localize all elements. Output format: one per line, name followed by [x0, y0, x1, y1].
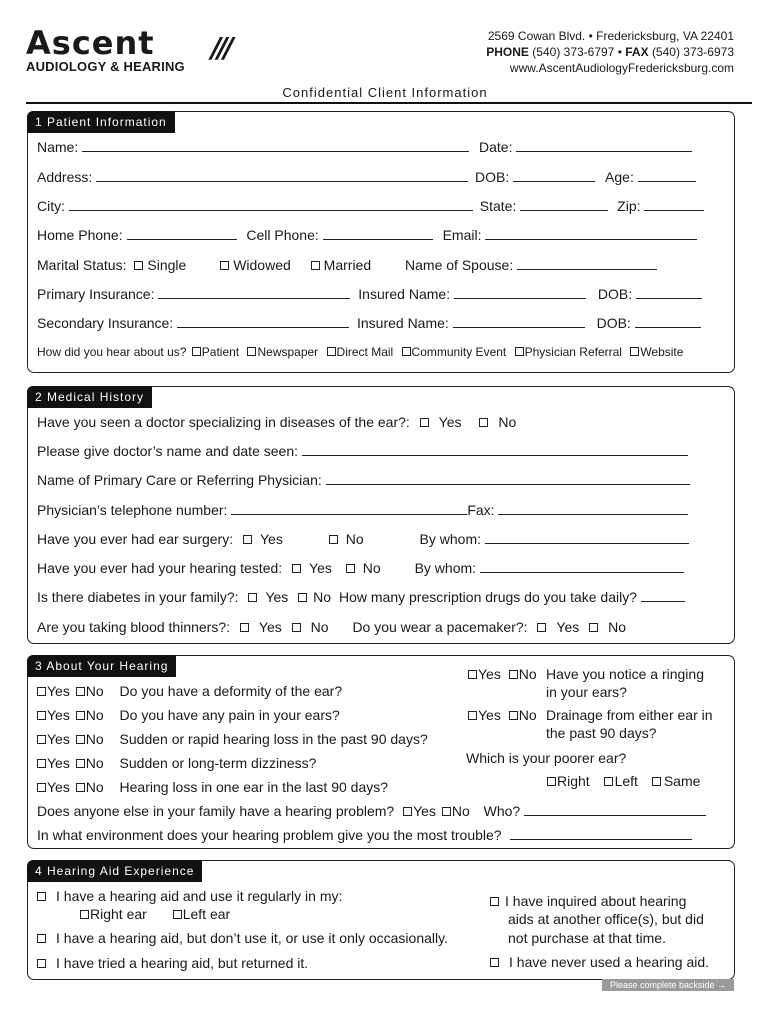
poorer-same-label: Same	[663, 773, 701, 789]
pain-yes-checkbox[interactable]	[37, 711, 46, 720]
blood-thinner-question: Are you taking blood thinners?:	[37, 619, 231, 635]
section-1-tab: 1 Patient Information	[27, 111, 175, 133]
section-medical-history	[27, 386, 735, 644]
drainage-no-label: No	[518, 707, 537, 723]
contact-website: www.AscentAudiologyFredericksburg.com	[509, 61, 734, 75]
single-label: Single	[147, 257, 187, 273]
physician-phone-label: Physician’s telephone number:	[37, 502, 228, 518]
referral-physician-label: Physician Referral	[524, 345, 622, 359]
secondary-insurance-row	[37, 315, 701, 331]
married-label: Married	[323, 257, 372, 273]
widowed-checkbox[interactable]	[220, 261, 229, 270]
pacemaker-no-label: No	[608, 619, 627, 635]
secondary-insured-dob-field[interactable]	[635, 315, 701, 328]
referral-label: How did you hear about us?	[37, 345, 187, 359]
address-field[interactable]	[96, 169, 468, 182]
insured-name-field[interactable]	[454, 286, 586, 299]
deformity-yes-label: Yes	[47, 683, 70, 699]
aid-regular-row	[37, 888, 342, 904]
contact-address: 2569 Cowan Blvd. • Fredericksburg, VA 22401	[487, 29, 734, 43]
contact-block	[486, 28, 734, 76]
surgery-by-whom-field[interactable]	[485, 531, 689, 544]
insured-dob-field[interactable]	[636, 286, 702, 299]
aid-left-ear-checkbox[interactable]	[173, 910, 182, 919]
environment-field[interactable]	[510, 827, 692, 840]
marital-label: Marital Status:	[37, 257, 127, 273]
family-yes-checkbox[interactable]	[403, 807, 412, 816]
referral-website-label: Website	[640, 345, 684, 359]
family-who-label: Who?	[483, 803, 521, 819]
blood-thinner-yes-label: Yes	[258, 619, 282, 635]
ringing-no-label: No	[518, 666, 537, 682]
ringing-question-1: Have you notice a ringing	[546, 666, 704, 682]
primary-insurance-field[interactable]	[158, 286, 350, 299]
referral-patient-label: Patient	[201, 345, 240, 359]
diabetes-question: Is there diabetes in your family?:	[37, 589, 239, 605]
brand-name: Ascent	[26, 24, 155, 62]
aid-returned-label: I have tried a hearing aid, but returned it.	[56, 955, 309, 971]
physician-phone-row	[37, 502, 688, 518]
phone-value: (540) 373-6797 •	[532, 45, 622, 59]
diabetes-yes-label: Yes	[265, 589, 289, 605]
sudden-loss-no-label: No	[85, 731, 104, 747]
aid-right-ear-label: Right ear	[90, 906, 147, 922]
phone-label: PHONE	[486, 45, 529, 59]
pacemaker-no-checkbox[interactable]	[589, 623, 598, 632]
pain-no-checkbox[interactable]	[76, 711, 85, 720]
section-hearing-aid-experience	[27, 860, 735, 980]
widowed-label: Widowed	[233, 257, 291, 273]
secondary-insured-name-field[interactable]	[453, 315, 585, 328]
deformity-no-label: No	[85, 683, 104, 699]
insured-name-label: Insured Name:	[358, 286, 451, 302]
spouse-label: Name of Spouse:	[405, 257, 514, 273]
dizziness-yes-label: Yes	[47, 755, 70, 771]
specialist-question: Have you seen a doctor specializing in diseases of the ear?:	[37, 414, 410, 430]
poorer-right-label: Right	[557, 773, 590, 789]
referral-patient-checkbox[interactable]	[192, 347, 201, 356]
section-patient-information	[27, 111, 735, 373]
section-4-tab: 4 Hearing Aid Experience	[27, 860, 202, 882]
family-no-label: No	[451, 803, 470, 819]
aid-regular-label: I have a hearing aid and use it regularly in my:	[56, 888, 343, 904]
diabetes-no-label: No	[313, 589, 332, 605]
referral-direct-mail-checkbox[interactable]	[327, 347, 336, 356]
dizziness-row	[37, 755, 316, 771]
age-field[interactable]	[638, 169, 696, 182]
ringing-row	[468, 666, 537, 682]
secondary-insured-name-label: Insured Name:	[356, 315, 449, 331]
ear-surgery-row	[37, 531, 689, 547]
family-yes-label: Yes	[413, 803, 436, 819]
specialist-no-checkbox[interactable]	[479, 418, 488, 427]
diabetes-no-checkbox[interactable]	[298, 593, 307, 602]
referral-website-checkbox[interactable]	[630, 347, 639, 356]
city-label: City:	[37, 198, 65, 214]
ear-surgery-question: Have you ever had ear surgery:	[37, 531, 234, 547]
secondary-insurance-field[interactable]	[177, 315, 349, 328]
aid-inquired-label-2: aids at another office(s), but did	[508, 911, 704, 927]
email-field[interactable]	[485, 227, 697, 240]
section-3-tab: 3 About Your Hearing	[27, 655, 176, 677]
phone-row	[37, 227, 697, 243]
poorer-left-checkbox[interactable]	[604, 777, 613, 786]
doctor-name-label: Please give doctor’s name and date seen:	[37, 443, 298, 459]
sudden-loss-yes-label: Yes	[47, 731, 70, 747]
dizziness-no-checkbox[interactable]	[76, 759, 85, 768]
sudden-loss-question: Sudden or rapid hearing loss in the past 90 days?	[119, 731, 428, 747]
deformity-row	[37, 683, 342, 699]
hearing-tested-no-checkbox[interactable]	[346, 564, 355, 573]
doctor-name-field[interactable]	[302, 443, 688, 456]
drainage-question-1: Drainage from either ear in	[546, 707, 713, 723]
sudden-loss-yes-checkbox[interactable]	[37, 735, 46, 744]
address-label: Address:	[37, 169, 93, 185]
primary-insurance-label: Primary Insurance:	[37, 286, 155, 302]
home-phone-label: Home Phone:	[37, 227, 123, 243]
tested-by-whom-field[interactable]	[480, 560, 684, 573]
one-ear-loss-question: Hearing loss in one ear in the last 90 days?	[119, 779, 389, 795]
diabetes-row	[37, 589, 685, 605]
referral-community-event-checkbox[interactable]	[402, 347, 411, 356]
zip-label: Zip:	[617, 198, 641, 214]
one-ear-loss-no-label: No	[85, 779, 104, 795]
ringing-yes-label: Yes	[478, 666, 501, 682]
pain-no-label: No	[85, 707, 104, 723]
family-who-field[interactable]	[524, 803, 706, 816]
ringing-question-2: in your ears?	[546, 684, 627, 700]
specialist-yes-checkbox[interactable]	[420, 418, 429, 427]
doctor-name-row	[37, 443, 688, 459]
logo-slash-mark: ///	[211, 31, 230, 64]
aid-returned-row	[37, 955, 308, 971]
aid-occasional-row	[37, 930, 448, 946]
aid-regular-checkbox[interactable]	[37, 892, 46, 901]
aid-inquired-checkbox[interactable]	[490, 897, 499, 906]
physician-phone-field[interactable]	[231, 502, 467, 515]
primary-care-field[interactable]	[326, 472, 690, 485]
hearing-tested-row	[37, 560, 684, 576]
environment-question: In what environment does your hearing problem give you the most trouble?	[37, 827, 502, 843]
family-row	[37, 803, 706, 819]
primary-care-label: Name of Primary Care or Referring Physician:	[37, 472, 322, 488]
name-row	[37, 139, 692, 155]
specialist-row	[37, 414, 516, 430]
aid-never-row	[490, 954, 709, 970]
ear-surgery-yes-label: Yes	[260, 531, 283, 547]
referral-community-event-label: Community Event	[411, 345, 507, 359]
hearing-tested-yes-checkbox[interactable]	[292, 564, 301, 573]
physician-fax-label: Fax:	[467, 502, 495, 518]
ringing-no-checkbox[interactable]	[509, 670, 518, 679]
dizziness-question: Sudden or long-term dizziness?	[119, 755, 317, 771]
deformity-question: Do you have a deformity of the ear?	[119, 683, 343, 699]
single-checkbox[interactable]	[134, 261, 143, 270]
one-ear-loss-no-checkbox[interactable]	[76, 783, 85, 792]
name-label: Name:	[37, 139, 79, 155]
aid-inquired-label-1: I have inquired about hearing	[505, 893, 687, 909]
one-ear-loss-yes-checkbox[interactable]	[37, 783, 46, 792]
address-row	[37, 169, 696, 185]
city-field[interactable]	[69, 198, 473, 211]
aid-occasional-label: I have a hearing aid, but don’t use it, or use it only occasionally.	[56, 930, 448, 946]
cell-phone-field[interactable]	[323, 227, 433, 240]
drainage-no-checkbox[interactable]	[509, 711, 518, 720]
dob-field[interactable]	[513, 169, 595, 182]
pacemaker-yes-label: Yes	[556, 619, 580, 635]
fax-value: (540) 373-6973	[651, 45, 734, 59]
age-label: Age:	[605, 169, 634, 185]
section-2-tab: 2 Medical History	[27, 386, 152, 408]
family-no-checkbox[interactable]	[442, 807, 451, 816]
drainage-yes-checkbox[interactable]	[468, 711, 477, 720]
diabetes-yes-checkbox[interactable]	[248, 593, 257, 602]
pain-question: Do you have any pain in your ears?	[119, 707, 340, 723]
backside-note: Please complete backside →	[602, 979, 734, 991]
poorer-ear-question: Which is your poorer ear?	[466, 750, 627, 766]
contact-phone-line	[486, 44, 734, 60]
environment-row	[37, 827, 692, 843]
aid-inquired-label-3: not purchase at that time.	[508, 930, 666, 946]
name-field[interactable]	[82, 139, 469, 152]
date-field[interactable]	[516, 139, 692, 152]
poorer-ear-options	[547, 773, 700, 789]
sudden-loss-row	[37, 731, 428, 747]
specialist-no-label: No	[498, 414, 517, 430]
referral-newspaper-label: Newspaper	[257, 345, 319, 359]
date-label: Date:	[479, 139, 513, 155]
referral-row	[37, 345, 683, 359]
primary-insurance-row	[37, 286, 702, 302]
title-rule	[26, 102, 752, 104]
aid-occasional-checkbox[interactable]	[37, 934, 46, 943]
dizziness-no-label: No	[85, 755, 104, 771]
city-row	[37, 198, 704, 214]
pain-yes-label: Yes	[47, 707, 70, 723]
referral-direct-mail-label: Direct Mail	[336, 345, 394, 359]
state-label: State:	[479, 198, 517, 214]
drainage-question-2: the past 90 days?	[546, 725, 657, 741]
referral-physician-checkbox[interactable]	[515, 347, 524, 356]
aid-left-ear-label: Left ear	[182, 906, 231, 922]
aid-returned-checkbox[interactable]	[37, 959, 46, 968]
prescription-field[interactable]	[641, 589, 685, 602]
brand-logo	[26, 24, 256, 74]
dizziness-yes-checkbox[interactable]	[37, 759, 46, 768]
insured-dob-label: DOB:	[597, 286, 633, 302]
tested-by-whom-label: By whom:	[414, 560, 477, 576]
blood-thinner-no-checkbox[interactable]	[292, 623, 301, 632]
deformity-no-checkbox[interactable]	[76, 687, 85, 696]
married-checkbox[interactable]	[311, 261, 320, 270]
brand-subtitle: AUDIOLOGY & HEARING	[26, 59, 185, 74]
blood-thinner-no-label: No	[310, 619, 329, 635]
one-ear-loss-row	[37, 779, 388, 795]
poorer-right-checkbox[interactable]	[547, 777, 556, 786]
prescription-question: How many prescription drugs do you take daily?	[338, 589, 638, 605]
pain-row	[37, 707, 340, 723]
specialist-yes-label: Yes	[438, 414, 462, 430]
aid-right-ear-checkbox[interactable]	[80, 910, 89, 919]
deformity-yes-checkbox[interactable]	[37, 687, 46, 696]
aid-never-checkbox[interactable]	[490, 958, 499, 967]
secondary-insurance-label: Secondary Insurance:	[37, 315, 174, 331]
zip-field[interactable]	[644, 198, 704, 211]
pacemaker-question: Do you wear a pacemaker?:	[352, 619, 528, 635]
blood-thinner-row	[37, 619, 626, 635]
blood-thinner-yes-checkbox[interactable]	[240, 623, 249, 632]
pacemaker-yes-checkbox[interactable]	[537, 623, 546, 632]
fax-label: FAX	[625, 45, 649, 59]
aid-ear-row	[80, 906, 230, 922]
ear-surgery-yes-checkbox[interactable]	[243, 535, 252, 544]
ear-surgery-no-checkbox[interactable]	[329, 535, 338, 544]
spouse-field[interactable]	[517, 257, 657, 270]
email-label: Email:	[442, 227, 482, 243]
hearing-tested-question: Have you ever had your hearing tested:	[37, 560, 283, 576]
aid-never-label: I have never used a hearing aid.	[509, 954, 710, 970]
home-phone-field[interactable]	[127, 227, 237, 240]
secondary-insured-dob-label: DOB:	[596, 315, 631, 331]
referral-newspaper-checkbox[interactable]	[247, 347, 256, 356]
drainage-yes-label: Yes	[478, 707, 501, 723]
document-title: Confidential Client Information	[282, 85, 488, 100]
sudden-loss-no-checkbox[interactable]	[76, 735, 85, 744]
primary-care-row	[37, 472, 690, 488]
poorer-same-checkbox[interactable]	[652, 777, 661, 786]
section-about-hearing	[27, 655, 735, 849]
dob-label: DOB:	[475, 169, 510, 185]
marital-row	[37, 257, 657, 273]
cell-phone-label: Cell Phone:	[246, 227, 319, 243]
ear-surgery-no-label: No	[345, 531, 364, 547]
family-question: Does anyone else in your family have a hearing problem?	[37, 803, 395, 819]
surgery-by-whom-label: By whom:	[419, 531, 481, 547]
physician-fax-field[interactable]	[498, 502, 688, 515]
aid-inquired-row	[490, 893, 686, 909]
hearing-tested-no-label: No	[362, 560, 381, 576]
drainage-row	[468, 707, 537, 723]
hearing-tested-yes-label: Yes	[309, 560, 332, 576]
poorer-left-label: Left	[614, 773, 638, 789]
one-ear-loss-yes-label: Yes	[47, 779, 70, 795]
ringing-yes-checkbox[interactable]	[468, 670, 477, 679]
state-field[interactable]	[520, 198, 608, 211]
